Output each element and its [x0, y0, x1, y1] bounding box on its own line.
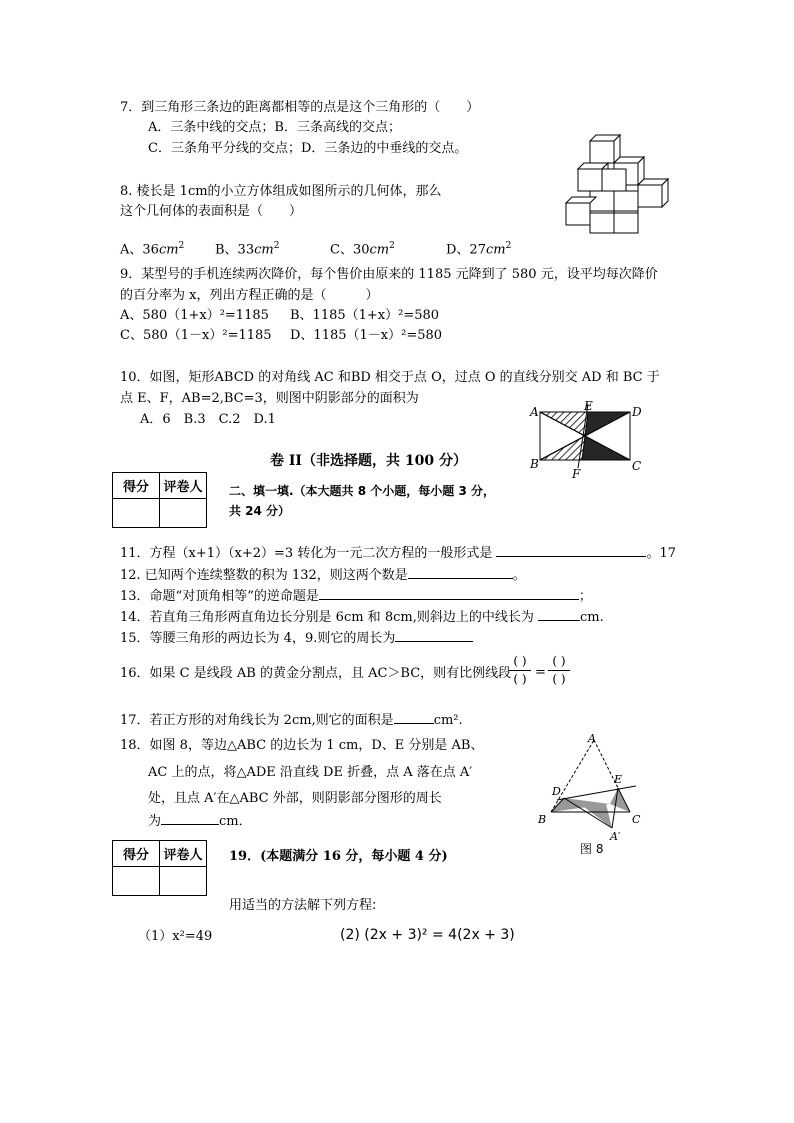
q19-equation-1: （1）x²=49: [138, 929, 213, 944]
fig8-caption: 图 8: [580, 842, 604, 856]
q18-line3: 处，且点 A′在△ABC 外部，则阴影部分图形的周长: [148, 791, 442, 806]
q15: 15．等腰三角形的两边长为 4，9.则它的周长为: [120, 627, 473, 648]
q9-option-d: D、1185（1－x）²=580: [290, 328, 443, 343]
q8-option-c: C、$30cm^2$: [330, 241, 395, 258]
label-e: E: [584, 399, 593, 413]
q7-options-ab: A．三条中线的交点；B．三条高线的交点；: [148, 120, 401, 135]
q19-score-cell[interactable]: [113, 867, 160, 896]
section-2-heading-line2: 共 24 分）: [229, 504, 291, 518]
q18-line4: 为 cm．: [148, 810, 252, 831]
score-cell[interactable]: [113, 499, 160, 528]
q16-fraction-right[interactable]: ( ) ( ): [548, 653, 570, 688]
q19-heading: 19．(本题满分 16 分，每小题 4 分): [229, 849, 448, 864]
q19-instruction: 用适当的方法解下列方程:: [229, 898, 377, 913]
q8-option-a: A、$36cm^2$: [120, 241, 185, 258]
q18-line1: 18．如图 8，等边△ABC 的边长为 1 cm，D、E 分别是 AB、: [120, 738, 484, 753]
label-b: B: [530, 457, 539, 471]
q8-stem-line1: 8. 棱长是 1cm的小立方体组成如图所示的几何体，那么: [120, 184, 442, 199]
label-f: F: [572, 467, 581, 481]
q8-option-d: D、$27cm^2$: [446, 241, 512, 258]
score-label: 得分: [113, 473, 160, 499]
q15-blank[interactable]: [395, 627, 473, 642]
q7-options-cd: C．三条角平分线的交点；D．三条边的中垂线的交点。: [148, 141, 468, 156]
q10-stem-line2: 点 E、F，AB=2,BC=3，则图中阴影部分的面积为: [120, 391, 419, 406]
q19-reviewer-cell[interactable]: [160, 867, 207, 896]
label-c: C: [632, 459, 642, 473]
q9-option-b: B、1185（1+x）²=580: [290, 308, 440, 323]
figure-8-triangle: [532, 732, 652, 857]
q10-stem-line1: 10．如图，矩形ABCD 的对角线 AC 和BD 相交于点 O，过点 O 的直线分别交 AD 和 BC 于: [120, 370, 660, 385]
q17: 17．若正方形的对角线长为 2cm,则它的面积是 cm².: [120, 709, 463, 730]
q18-line2: AC 上的点，将△ADE 沿直线 DE 折叠，点 A 落在点 A′: [148, 765, 473, 780]
q16-fraction-left[interactable]: ( ) ( ): [509, 653, 531, 688]
q13-blank[interactable]: [319, 585, 579, 600]
section-2-heading: 二、填一填.（本大题共 8 个小题，每小题 3 分，: [229, 484, 495, 498]
q8-stem-line2: 这个几何体的表面积是（ ）: [120, 204, 303, 219]
q10-options: A．6 B.3 C.2 D.1: [140, 412, 276, 427]
q19-score-label: 得分: [113, 841, 160, 867]
q14: 14．若直角三角形两直角边长分别是 6cm 和 8cm,则斜边上的中线长为 cm.: [120, 606, 604, 627]
cube-stack-figure: [562, 127, 682, 237]
q9-stem-line2: 的百分率为 x，列出方程正确的是（ ）: [120, 288, 379, 303]
fig8-label-e: E: [614, 773, 623, 786]
q8-option-b: B、$33cm^2$: [215, 241, 280, 258]
q17-blank[interactable]: [394, 709, 434, 724]
fig8-label-a-prime: A′: [610, 830, 621, 843]
q12-blank[interactable]: [408, 564, 513, 579]
q16-equals: =: [535, 665, 546, 680]
q19-reviewer-label: 评卷人: [160, 841, 207, 867]
rectangle-figure: [528, 398, 648, 481]
score-table-q19: [112, 840, 207, 896]
q9-option-c: C、580（1－x）²=1185: [120, 328, 272, 343]
q13: 13．命题“对顶角相等”的逆命题是 ；: [120, 585, 592, 606]
q11-blank[interactable]: [496, 542, 646, 557]
q16: 16．如果 C 是线段 AB 的黄金分割点，且 AC＞BC，则有比例线段: [120, 666, 512, 681]
score-table-section2: [112, 472, 207, 528]
q9-stem-line1: 9．某型号的手机连续两次降价，每个售价由原来的 1185 元降到了 580 元，设平均每次降价: [120, 267, 658, 282]
q9-option-a: A、580（1+x）²=1185: [120, 308, 269, 323]
label-d: D: [632, 405, 642, 419]
q14-blank[interactable]: [538, 606, 580, 621]
fig8-label-c: C: [632, 813, 641, 826]
q18-blank[interactable]: [161, 810, 219, 825]
q12: 12. 已知两个连续整数的积为 132，则这两个数是 。: [120, 564, 526, 585]
reviewer-label: 评卷人: [160, 473, 207, 499]
fig8-label-d: D: [552, 785, 561, 798]
section-2-title: 卷 II（非选择题，共 100 分）: [270, 453, 467, 469]
label-a: A: [530, 405, 539, 419]
q7-stem: 7．到三角形三条边的距离都相等的点是这个三角形的（ ）: [120, 100, 480, 115]
q19-equation-2: (2) (2x + 3)² = 4(2x + 3): [340, 927, 515, 943]
fig8-label-a: A: [588, 732, 596, 745]
reviewer-cell[interactable]: [160, 499, 207, 528]
q11: 11．方程（x+1）（x+2）=3 转化为一元二次方程的一般形式是 。17: [120, 542, 676, 563]
fig8-label-b: B: [538, 813, 547, 826]
